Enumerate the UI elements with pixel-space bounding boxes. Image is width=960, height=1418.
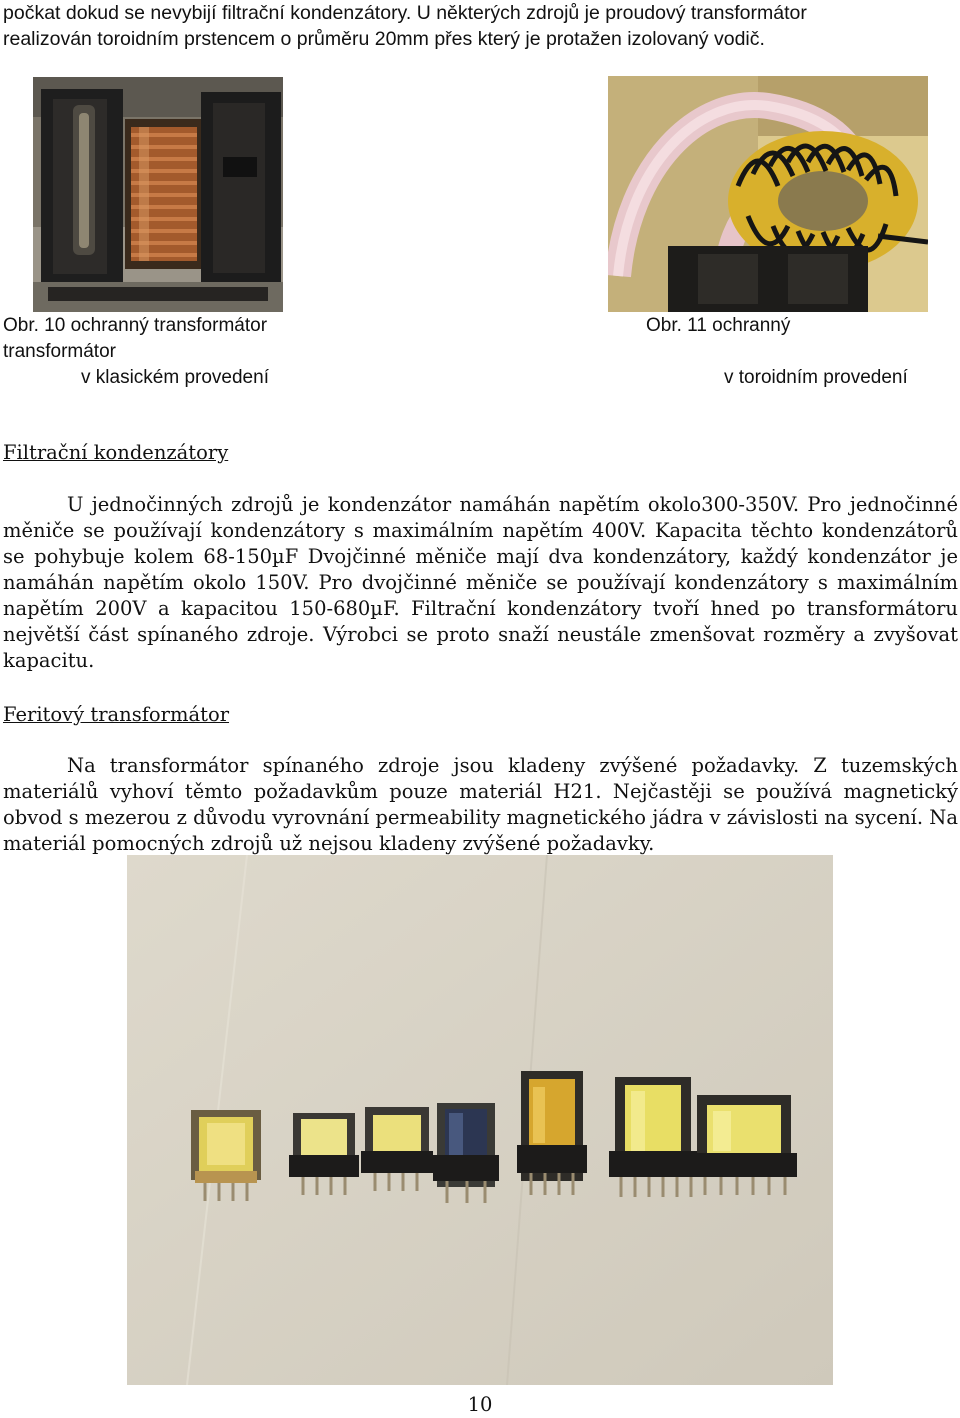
intro-line-1: počkat dokud se nevybijí filtrační kondenzátory. U některých zdrojů je proudový transformátor (3, 2, 807, 24)
figure-10-caption-line-3: v klasickém provedení (81, 367, 269, 388)
ferrite-transformers-photo (127, 855, 833, 1385)
section-heading-filter-capacitors: Filtrační kondenzátory (3, 441, 229, 464)
figure-10-caption-line-1: Obr. 10 ochranný transformátor (3, 315, 268, 336)
figure-10-caption-line-2: transformátor (3, 341, 116, 362)
figure-11-caption-line-1: Obr. 11 ochranný (646, 315, 791, 336)
filter-capacitors-paragraph: U jednočinných zdrojů je kondenzátor namáhán napětím okolo300-350V. Pro jednočinné měniče se používají kondenzátory s maximálním napětím 400V. Kapacita těchto kondenzátorů se pohybuje kolem 68-150µF Dvojčinné měniče mají dva kondenzátory, každý kondenzátor je namáhán napětím okolo 150V. Pro dvojčinné měniče se používají kondenzátory s maximálním napětím 200V a kapacitou 150-680µF. Filtrační kondenzátory tvoří hned po transformátoru největší část spínaného zdroje. Výrobci se proto snaží neustále zmenšovat rozměry a zvyšovat kapacitu. (3, 493, 958, 672)
intro-line-2: realizován toroidním prstencem o průměru 20mm přes který je protažen izolovaný vodič. (3, 28, 765, 50)
figure-11-caption-line-3: v toroidním provedení (724, 367, 908, 388)
figure-11-photo (608, 76, 928, 312)
ferrite-transformer-paragraph: Na transformátor spínaného zdroje jsou kladeny zvýšené požadavky. Z tuzemských materiálů vyhoví těmto požadavkům pouze materiál H21. Nejčastěji se používá magnetický obvod s mezerou z důvodu vyrovnání permeability magnetického jádra v závislosti na sycení. Na materiál pomocných zdrojů už nejsou kladeny zvýšené požadavky. (3, 754, 958, 855)
section-heading-ferrite-transformer: Feritový transformátor (3, 703, 230, 726)
figure-10-photo (33, 77, 283, 312)
page-number: 10 (467, 1393, 493, 1416)
